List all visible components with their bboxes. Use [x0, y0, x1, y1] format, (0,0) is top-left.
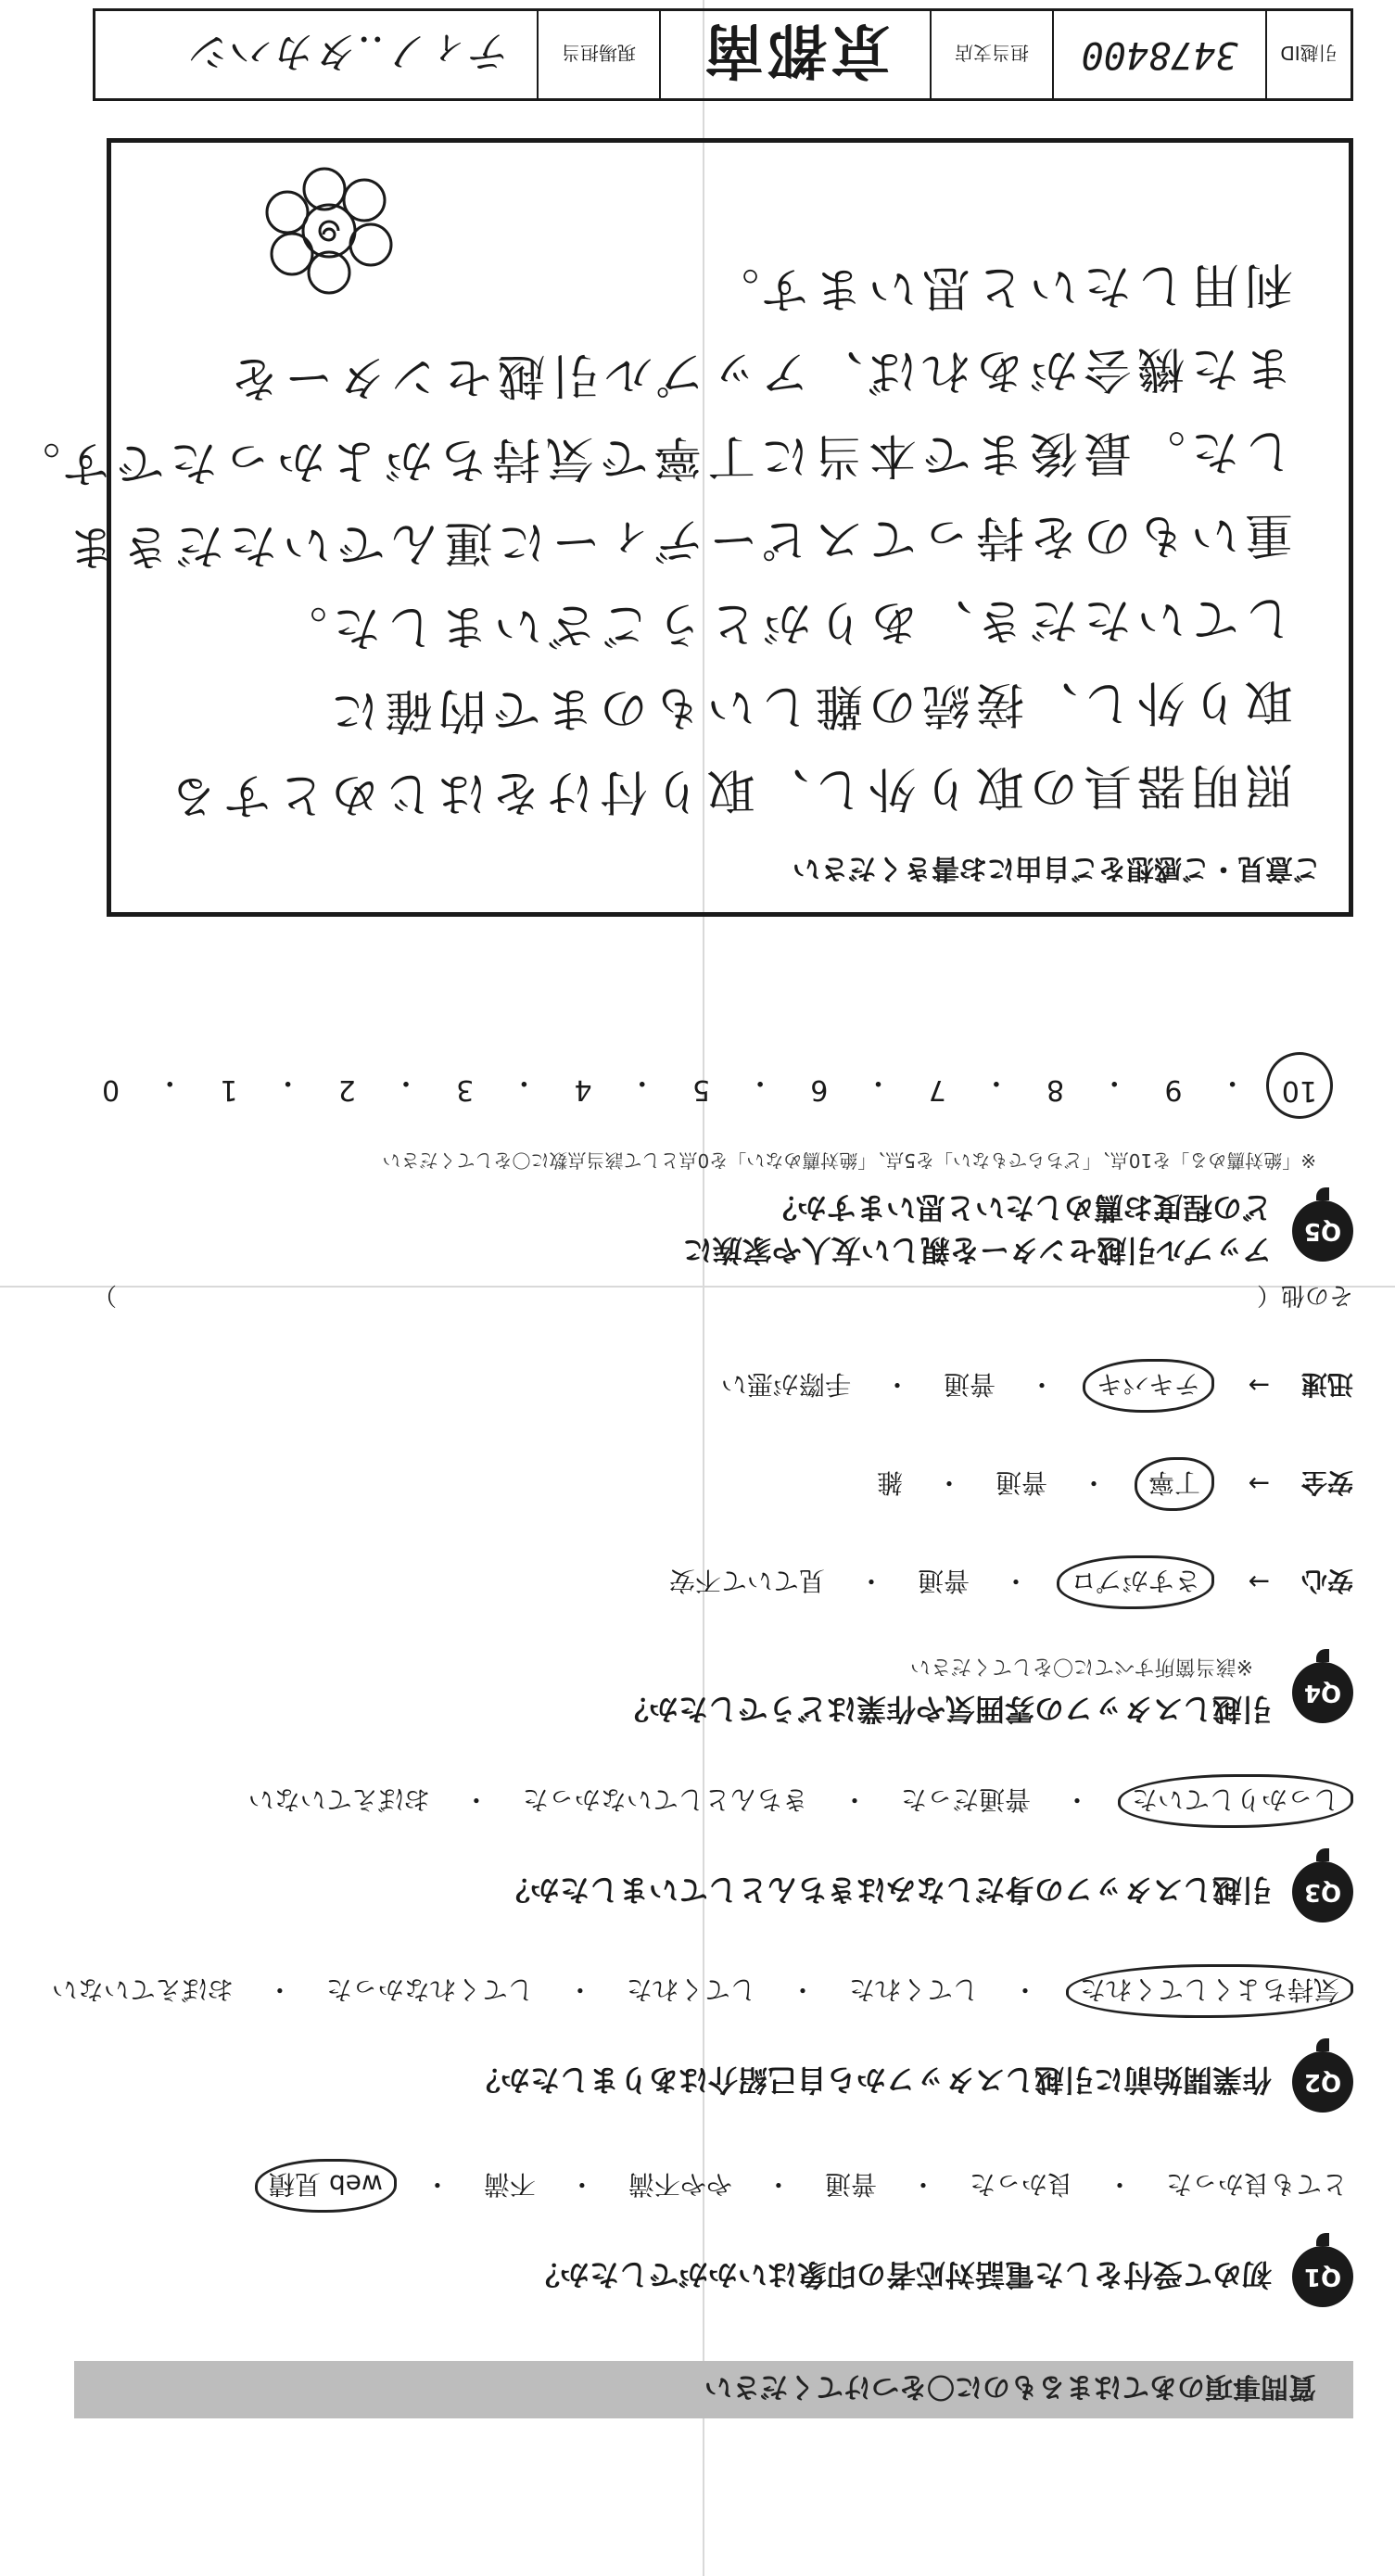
q2-option[interactable]: してくれなかった [325, 1974, 534, 2005]
q5-score[interactable]: 1 [220, 1073, 238, 1106]
q5-text-line2: どの程度お薦めしたいと思いますか？ [767, 1190, 1272, 1225]
q3-option[interactable]: きちんとしていなかった [522, 1784, 808, 1815]
q2-option[interactable]: おぼえていない [51, 1974, 234, 2005]
q4-row-label: 安心 [1300, 1566, 1353, 1596]
q4-row-anshin: 安心 → さすがプロ ・ 普通 ・ 見ていて不安 [56, 1555, 1353, 1609]
instruction-band: 質問事項のあてはまるものに〇をつけてください [74, 2361, 1353, 2418]
handwritten-line: 照明器具の取り外し、取り付けをはじめとする [163, 756, 1294, 824]
arrow-right-icon: → [1248, 1370, 1270, 1402]
q1-text: 初めて受付をした電話対応者の印象はいかがでしたか？ [529, 2257, 1272, 2292]
branch-value: 京都南 [659, 11, 930, 98]
q5-text-line1: アップル引越センターを親しい友人や家族に [682, 1233, 1272, 1268]
q3-option[interactable]: 普通だった [900, 1784, 1031, 1815]
q1-option-selected[interactable]: web 見積 [255, 2159, 397, 2213]
q1-option[interactable]: とても良かった [1165, 2169, 1348, 2200]
q3-badge: Q3 [1292, 1861, 1353, 1922]
q2-option[interactable]: してくれた [848, 1974, 979, 2005]
footer-info-strip [93, 8, 1353, 101]
q5-score[interactable]: 4 [574, 1073, 592, 1106]
staff-value: ティノ..タカハシ [186, 27, 509, 77]
q2-text: 作業開始前に引越しスタッフから自己紹介はありましたか？ [470, 2062, 1272, 2098]
question-3 [56, 1774, 1353, 1922]
question-2 [51, 1964, 1353, 2113]
q4-option[interactable]: 手際が悪い [720, 1369, 851, 1400]
q4-row-label: 迅速 [1300, 1369, 1353, 1400]
q4-option-selected[interactable]: テキパキ [1083, 1359, 1214, 1413]
comment-title: ご意見・ご感想をご自由にお書きください [793, 852, 1321, 884]
flower-doodle-icon [236, 161, 422, 300]
q5-score[interactable]: 2 [337, 1073, 356, 1106]
q1-badge: Q1 [1292, 2246, 1353, 2307]
question-5 [56, 1065, 1353, 1274]
q4-option-selected[interactable]: 丁寧 [1135, 1457, 1214, 1511]
q5-score[interactable]: 7 [928, 1073, 946, 1106]
q4-row-jinsoku: 迅速 → テキパキ ・ 普通 ・ 手際が悪い [56, 1359, 1353, 1413]
q5-badge: Q5 [1292, 1200, 1353, 1262]
id-value: 3478400 [1052, 11, 1265, 98]
q1-option[interactable]: 普通 [824, 2169, 877, 2200]
q3-option[interactable]: おぼえていない [247, 1784, 430, 1815]
q2-badge: Q2 [1292, 2051, 1353, 2113]
handwritten-line: 重いものを持ってスピーディーに運んでいただきま [61, 506, 1294, 575]
q4-row-label: 安全 [1300, 1467, 1353, 1498]
q5-score[interactable]: 3 [456, 1073, 475, 1106]
comment-box[interactable] [6, 138, 1353, 917]
q2-option[interactable]: してくれた [626, 1974, 756, 2005]
q5-score[interactable]: 6 [810, 1073, 829, 1106]
q4-option[interactable]: 普通 [995, 1467, 1047, 1498]
q4-option[interactable]: 雑 [876, 1467, 903, 1498]
q3-option-selected[interactable]: しっかりしていた [1118, 1774, 1353, 1828]
staff-label: 現場担当 [537, 11, 659, 98]
q5-score[interactable]: 0 [102, 1073, 120, 1106]
id-label: 引越ID [1265, 11, 1351, 98]
handwritten-line: また機会があれば、アップル引越センターを [224, 339, 1294, 407]
q3-text: 引越しスタッフの身だしなみはきちんとしていましたか？ [500, 1872, 1272, 1908]
q4-other-row[interactable] [93, 1280, 1353, 1314]
handwritten-line: した。最後まで本当に丁寧で気持ちがよかったです。 [6, 423, 1294, 492]
arrow-right-icon: → [1248, 1567, 1270, 1598]
q4-option[interactable]: 普通 [943, 1369, 996, 1400]
q4-note: ※該当箇所すべてに〇をしてください [910, 1655, 1253, 1678]
handwritten-line: 利用したいと思います。 [704, 256, 1294, 318]
q5-note: ※「絶対薦める」を10点、「どちらでもない」を5点、「絶対薦めない」を0点として該当点数に〇をしてください [382, 1149, 1316, 1172]
q1-option[interactable]: 不満 [483, 2169, 536, 2200]
q5-score[interactable]: 5 [691, 1073, 711, 1106]
q4-badge: Q4 [1292, 1663, 1353, 1724]
q4-option[interactable]: 見ていて不安 [668, 1566, 825, 1596]
q4-other-label: その他（ [1256, 1281, 1353, 1309]
q4-text: 引越しスタッフの雰囲気や作業はどうでしたか？ [618, 1692, 1272, 1727]
question-1 [56, 2159, 1353, 2307]
q4-option[interactable]: 普通 [917, 1566, 970, 1596]
q1-options: とても良かった ・ 良かった ・ 普通 ・ やや不満 ・ 不満 ・ web 見積 [56, 2159, 1353, 2213]
handwritten-line: していただき、ありがとうございました。 [273, 590, 1294, 656]
q4-row-anzen: 安全 → 丁寧 ・ 普通 ・ 雑 [56, 1457, 1353, 1511]
q1-option[interactable]: やや不満 [628, 2169, 732, 2200]
q5-score-row: 10 ・ 9 ・ 8 ・ 7 ・ 6 ・ 5 ・ 4 ・ 3 ・ 2 ・ 1 ・ 0 [102, 1065, 1316, 1106]
handwritten-line: 取り外し、接続の難しいものまで的確に [324, 673, 1294, 739]
arrow-right-icon: → [1248, 1468, 1270, 1500]
q1-option[interactable]: 良かった [969, 2169, 1073, 2200]
q5-score[interactable]: 9 [1164, 1073, 1183, 1106]
q5-score[interactable]: 8 [1046, 1073, 1065, 1106]
branch-label: 担当支店 [930, 11, 1052, 98]
q3-options: しっかりしていた ・ 普通だった ・ きちんとしていなかった ・ おぼえていない [56, 1774, 1353, 1828]
q4-other-close: ） [93, 1281, 118, 1309]
q2-option-selected[interactable]: 気持ちよくしてくれた [1066, 1964, 1353, 2018]
q2-options: 気持ちよくしてくれた ・ してくれた ・ してくれた ・ してくれなかった ・ おぼえていない [56, 1964, 1353, 2018]
q4-option-selected[interactable]: さすがプロ [1057, 1555, 1214, 1609]
q5-score-selected[interactable]: 10 [1266, 1052, 1333, 1119]
question-4 [56, 1280, 1353, 1732]
